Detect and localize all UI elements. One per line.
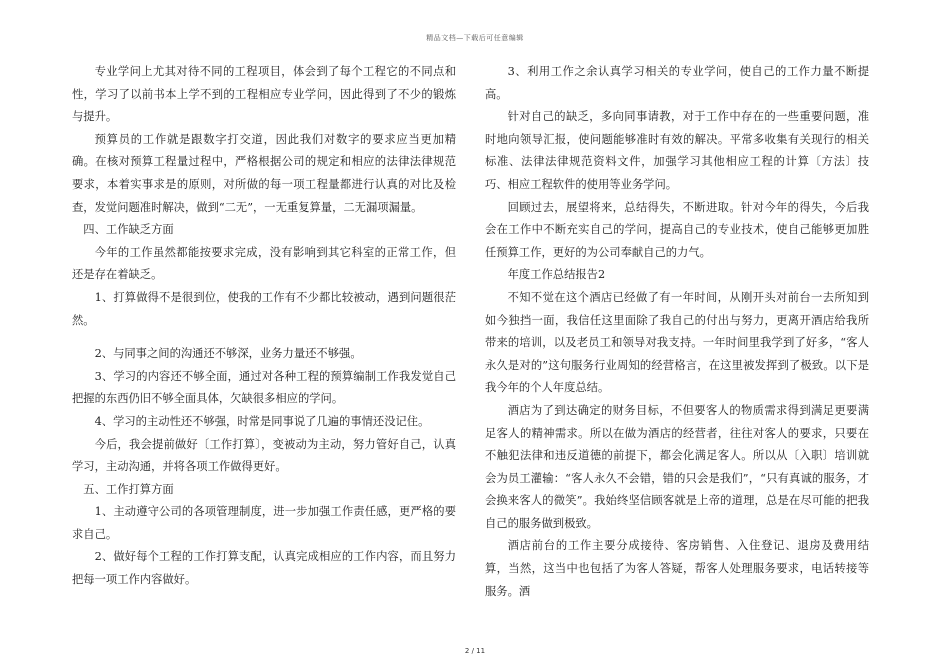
- paragraph: 专业学问上尤其对待不同的工程项目，体会到了每个工程它的不同点和性，学习了以前书本上学不到的工程相应专业学问，因此得到了不少的锻炼与提升。: [72, 65, 456, 124]
- paragraph: 今年的工作虽然都能按要求完成，没有影响到其它科室的正常工作，但还是存在着缺乏。: [72, 245, 456, 282]
- paragraph: 酒店前台的工作主要分成接待、客房销售、入住登记、退房及费用结算，当然，这当中也包括了为客人答疑，帮客人处理服务要求，电话转接等服务。酒: [485, 539, 869, 598]
- paragraph: 预算员的工作就是跟数字打交道，因此我们对数字的要求应当更加精确。在核对预算工程量过程中，严格根据公司的规定和相应的法律法律规范要求，本着实事求是的原则，对所做的每一项工程量都进行认真的对比及检查，发觉问题准时解决，做到“二无”，一无重复算量，二无漏项漏量。: [72, 132, 456, 214]
- paragraph: 酒店为了到达确定的财务目标，不但要客人的物质需求得到满足更要满足客人的精神需求。所以在做为酒店的经营者，往往对客人的要求，只要在不触犯法律和违反道德的前提下，都会化满足客人。所以从〔入职〕培训就会为员工灌输：“客人永久不会错，错的只会是我们”，“只有真诚的服务，才会换来客人的微笑”。我始终坚信顾客就是上帝的道理，总是在尽可能的把我自己的服务做到极致。: [485, 403, 869, 530]
- page-header: 精品文档—下载后可任意编辑: [426, 34, 524, 42]
- paragraph: 2、与同事之间的沟通还不够深，业务力量还不够强。: [94, 347, 362, 361]
- left-column: [72, 61, 456, 592]
- paragraph: 1、主动遵守公司的各项管理制度，进一步加强工作责任感，更严格的要求自己。: [72, 505, 456, 541]
- paragraph: 不知不觉在这个酒店已经做了有一年时间，从刚开头对前台一去所知到如今独挡一面，我信任这里面除了我自己的付出与努力，更离开酒店给我所带来的培训，以及老员工和领导对我支持。一年时间里我学到了好多，“客人永久是对的”这句服务行业周知的经营格言，在这里被发挥到了极致。以下是我今年的个人年度总结。: [485, 290, 869, 395]
- section-heading: 五、工作打算方面: [83, 482, 174, 496]
- paragraph: 3、学习的内容还不够全面，通过对各种工程的预算编制工作我发觉自己把握的东西仍旧不够全面具体，欠缺很多相应的学问。: [72, 369, 456, 406]
- paragraph: 针对自己的缺乏，多向同事请教，对于工作中存在的一些重要问题，准时地向领导汇报，使问题能够准时有效的解决。平常多收集有关现行的相关标准、法律法律规范资料文件，加强学习其他相应工程的计算〔方法〕技巧、相应工程软件的使用等业务学问。: [485, 110, 869, 191]
- paragraph: 回顾过去，展望将来，总结得失，不断进取。针对今年的得失，今后我会在工作中不断充实自己的学问，提高自己的专业技术，使自己能够更加胜任预算工作，更好的为公司奉献自己的力气。: [485, 200, 869, 259]
- section-heading: 四、工作缺乏方面: [83, 223, 174, 237]
- right-column: [485, 61, 869, 603]
- paragraph: 2、做好每个工程的工作打算支配，认真完成相应的工作内容，而且努力把每一项工作内容做好。: [72, 550, 456, 587]
- paragraph: 3、利用工作之余认真学习相关的专业学问，使自己的工作力量不断提高。: [485, 65, 869, 101]
- paragraph: 今后，我会提前做好〔工作打算〕，变被动为主动，努力管好自己，认真学习，主动沟通，并将各项工作做得更好。: [72, 437, 456, 474]
- paragraph: 4、学习的主动性还不够强，时常是同事说了几遍的事情还没记住。: [94, 414, 430, 428]
- page-number: 2 / 11: [464, 647, 486, 655]
- paragraph: 1、打算做得不是很到位，使我的工作有不少都比较被动，遇到问题很茫然。: [72, 290, 456, 327]
- paragraph: 年度工作总结报告2: [507, 268, 606, 282]
